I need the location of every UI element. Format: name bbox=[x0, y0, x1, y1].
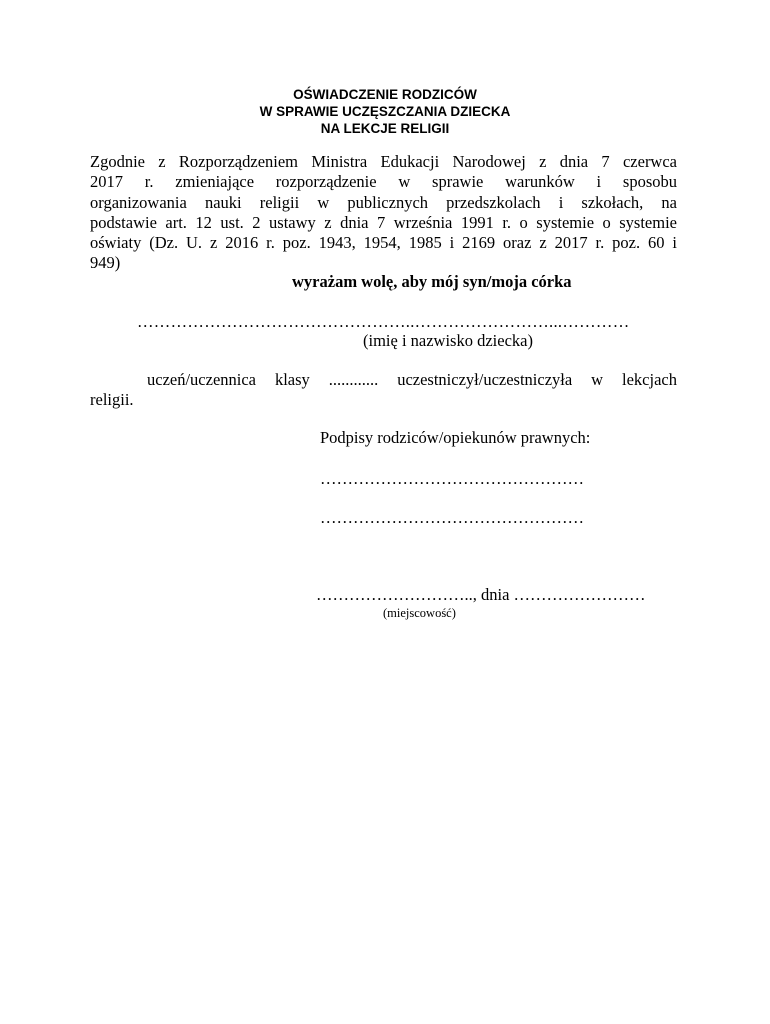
paragraph-line: 2017 r. zmieniające rozporządzenie w sprawie warunków i sposobu bbox=[90, 172, 677, 192]
paragraph-line: organizowania nauki religii w publicznych przedszkolach i szkołach, na bbox=[90, 192, 677, 212]
class-attendance-line-1: uczeń/uczennica klasy ............ uczestniczył/uczestniczyła w lekcjach bbox=[147, 370, 677, 389]
paragraph-line: Zgodnie z Rozporządzeniem Ministra Edukacji Narodowej z dnia 7 czerwca bbox=[90, 152, 677, 171]
place-caption: (miejscowość) bbox=[383, 606, 456, 620]
title-line-3: NA LEKCJE RELIGII bbox=[320, 121, 450, 136]
class-attendance-statement bbox=[90, 370, 677, 410]
child-name-caption: (imię i nazwisko dziecka) bbox=[363, 331, 533, 350]
title-line-1: OŚWIADCZENIE RODZICÓW bbox=[293, 87, 477, 102]
signatures-label: Podpisy rodziców/opiekunów prawnych: bbox=[320, 428, 591, 447]
declaration-statement: wyrażam wolę, aby mój syn/moja córka bbox=[292, 272, 572, 291]
place-date-field: ……………………….., dnia …………………… bbox=[316, 585, 646, 604]
class-attendance-line-2: religii. bbox=[90, 390, 134, 409]
signature-field-1: ………………………………………… bbox=[320, 469, 584, 488]
paragraph-line: podstawie art. 12 ust. 2 ustawy z dnia 7 września 1991 r. o systemie o systemie bbox=[90, 212, 677, 232]
paragraph-line: 949) bbox=[90, 253, 121, 273]
signature-field-2: ………………………………………… bbox=[320, 508, 584, 527]
title-line-2: W SPRAWIE UCZĘSZCZANIA DZIECKA bbox=[259, 104, 511, 119]
legal-basis-paragraph bbox=[90, 152, 677, 274]
paragraph-line: oświaty (Dz. U. z 2016 r. poz. 1943, 1954, 1985 i 2169 oraz z 2017 r. poz. 60 i bbox=[90, 233, 677, 253]
document-title bbox=[0, 86, 770, 137]
child-name-field: …………………………………………..……………………...………… bbox=[137, 312, 630, 331]
